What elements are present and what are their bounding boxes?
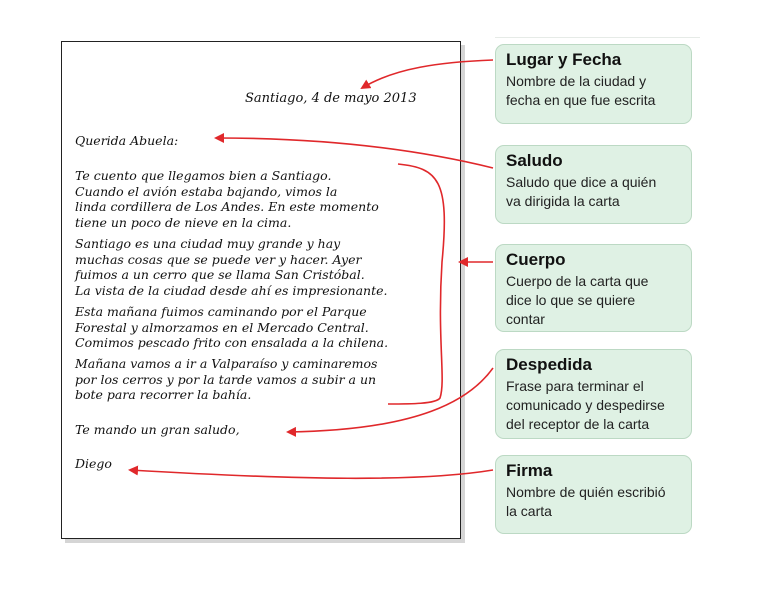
label-line: va dirigida la carta	[506, 193, 620, 209]
label-title: Despedida	[506, 355, 592, 374]
label-line: fecha en que fue escrita	[506, 92, 656, 108]
letter-line: Te cuento que llegamos bien a Santiago.	[75, 168, 332, 183]
label-card-cuerpo	[495, 244, 692, 332]
label-title: Saludo	[506, 151, 563, 170]
label-line: Nombre de quién escribió	[506, 484, 666, 500]
label-line: Saludo que dice a quién	[506, 174, 657, 190]
letter-line: linda cordillera de Los Andes. En este momento	[75, 199, 379, 214]
label-description	[506, 272, 681, 329]
label-line: Frase para terminar el	[506, 378, 644, 394]
label-title: Firma	[506, 461, 553, 480]
letter-line: Forestal y almorzamos en el Mercado Central.	[75, 319, 369, 335]
label-line: Nombre de la ciudad y	[506, 73, 647, 89]
letter-sheet	[61, 41, 461, 539]
letter-line: Cuando el avión estaba bajando, vimos la	[75, 183, 338, 199]
letter-line: por los cerros y por la tarde vamos a subir a un	[75, 371, 377, 387]
letter-paragraph-4	[75, 356, 377, 403]
letter-line: La vista de la ciudad desde ahí es impresionante.	[75, 282, 388, 298]
label-description	[506, 483, 681, 521]
letter-line: Esta mañana fuimos caminando por el Parque	[75, 304, 367, 319]
letter-paragraph-1	[75, 168, 379, 230]
letter-date: Santiago, 4 de mayo 2013	[245, 91, 417, 106]
letter-line: muchas cosas que se puede ver y hacer. Ayer	[75, 251, 362, 267]
letter-line: Mañana vamos a ir a Valparaíso y caminaremos	[75, 356, 378, 371]
label-line: la carta	[506, 503, 552, 519]
label-title: Lugar y Fecha	[506, 50, 622, 69]
letter-greeting: Querida Abuela:	[75, 133, 179, 148]
letter-signature: Diego	[75, 456, 112, 471]
label-card-lugar-fecha	[495, 44, 692, 124]
letter-paragraph-3	[75, 304, 388, 351]
letter-line: bote para recorrer la bahía.	[75, 387, 252, 402]
label-card-saludo	[495, 145, 692, 224]
label-card-despedida	[495, 349, 692, 439]
letter-line: tiene un poco de nieve en la cima.	[75, 214, 292, 230]
letter-line: Santiago es una ciudad muy grande y hay	[75, 236, 341, 251]
label-description	[506, 173, 681, 211]
letter-line: fuimos a un cerro que se llama San Cristóbal.	[75, 267, 365, 282]
label-line: dice lo que se quiere	[506, 292, 636, 308]
letter-paragraph-2	[75, 236, 387, 298]
label-line: del receptor de la carta	[506, 416, 650, 432]
top-accent-line	[495, 37, 700, 38]
label-title: Cuerpo	[506, 250, 566, 269]
letter-closing: Te mando un gran saludo,	[75, 422, 240, 437]
label-line: Cuerpo de la carta que	[506, 273, 649, 289]
label-description	[506, 72, 681, 110]
label-line: contar	[506, 311, 545, 327]
label-description	[506, 377, 681, 434]
label-line: comunicado y despedirse	[506, 397, 665, 413]
letter-line: Comimos pescado frito con ensalada a la chilena.	[75, 335, 389, 350]
label-card-firma	[495, 455, 692, 534]
